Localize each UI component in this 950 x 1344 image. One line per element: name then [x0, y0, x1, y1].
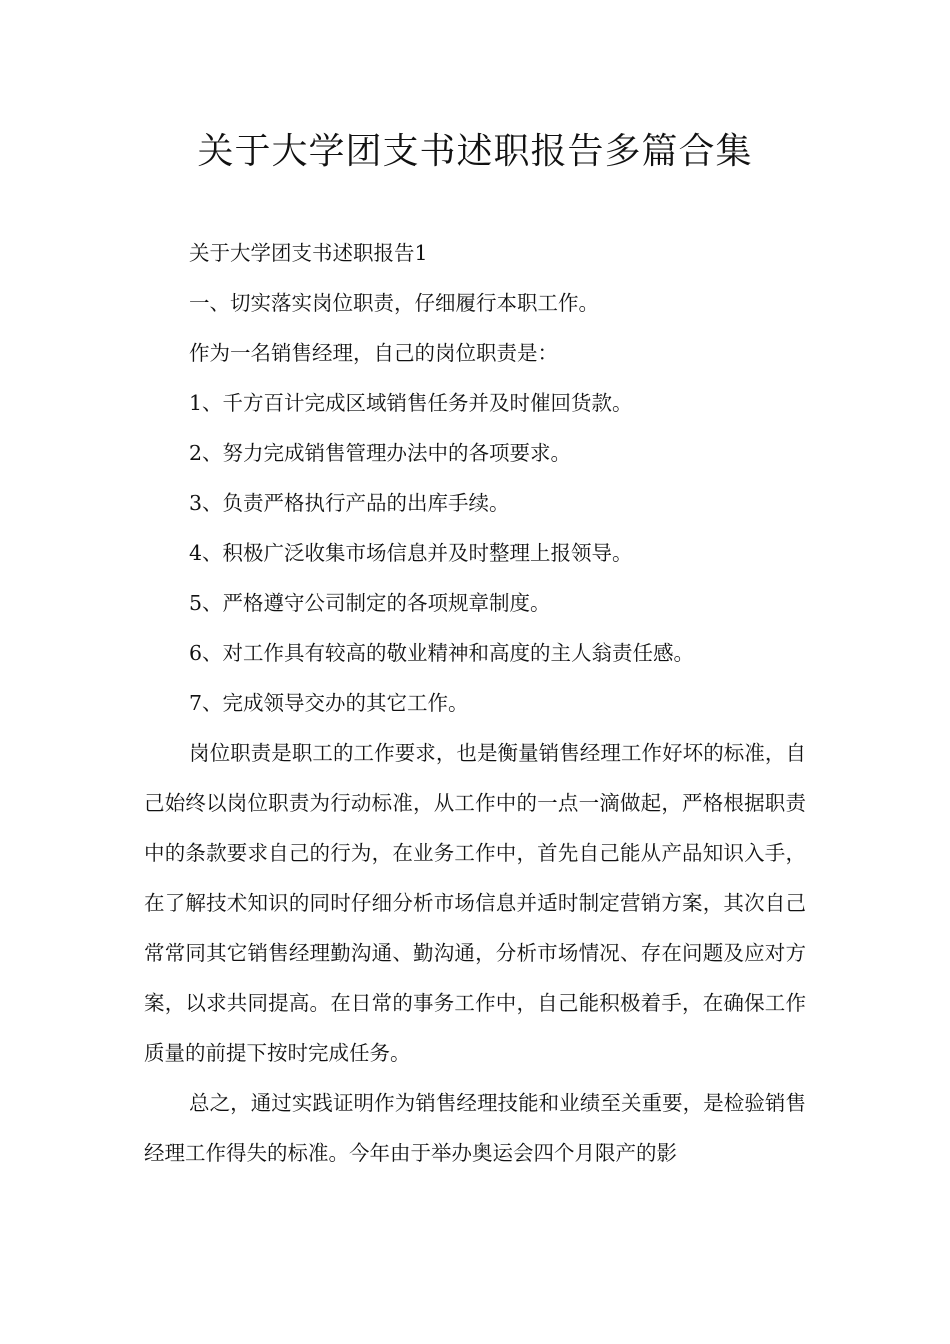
document-body — [144, 228, 806, 1178]
duty-item-3: 3、负责严格执行产品的出库手续。 — [189, 491, 510, 515]
section-heading: 关于大学团支书述职报告1 — [189, 241, 428, 265]
intro-line: 作为一名销售经理，自己的岗位职责是： — [189, 341, 558, 365]
duty-item-2: 2、努力完成销售管理办法中的各项要求。 — [189, 441, 572, 465]
body-paragraph: 总之，通过实践证明作为销售经理技能和业绩至关重要，是检验销售经理工作得失的标准。今年由于举办奥运会四个月限产的影 — [144, 1091, 806, 1165]
subsection-heading: 一、切实落实岗位职责，仔细履行本职工作。 — [189, 291, 599, 315]
duty-item-5: 5、严格遵守公司制定的各项规章制度。 — [189, 591, 551, 615]
body-paragraph: 岗位职责是职工的工作要求，也是衡量销售经理工作好坏的标准，自己始终以岗位职责为行动标准，从工作中的一点一滴做起，严格根据职责中的条款要求自己的行为，在业务工作中，首先自己能从产品知识入手，在了解技术知识的同时仔细分析市场信息并适时制定营销方案，其次自己常常同其它销售经理勤沟通、勤沟通，分析市场情况、存在问题及应对方案，以求共同提高。在日常的事务工作中，自己能积极着手，在确保工作质量的前提下按时完成任务。 — [144, 741, 806, 1065]
document-title: 关于大学团支书述职报告多篇合集 — [197, 131, 753, 172]
duty-item-7: 7、完成领导交办的其它工作。 — [189, 691, 469, 715]
duty-item-1: 1、千方百计完成区域销售任务并及时催回货款。 — [189, 391, 633, 415]
duty-item-6: 6、对工作具有较高的敬业精神和高度的主人翁责任感。 — [189, 641, 695, 665]
duty-item-4: 4、积极广泛收集市场信息并及时整理上报领导。 — [189, 541, 633, 565]
